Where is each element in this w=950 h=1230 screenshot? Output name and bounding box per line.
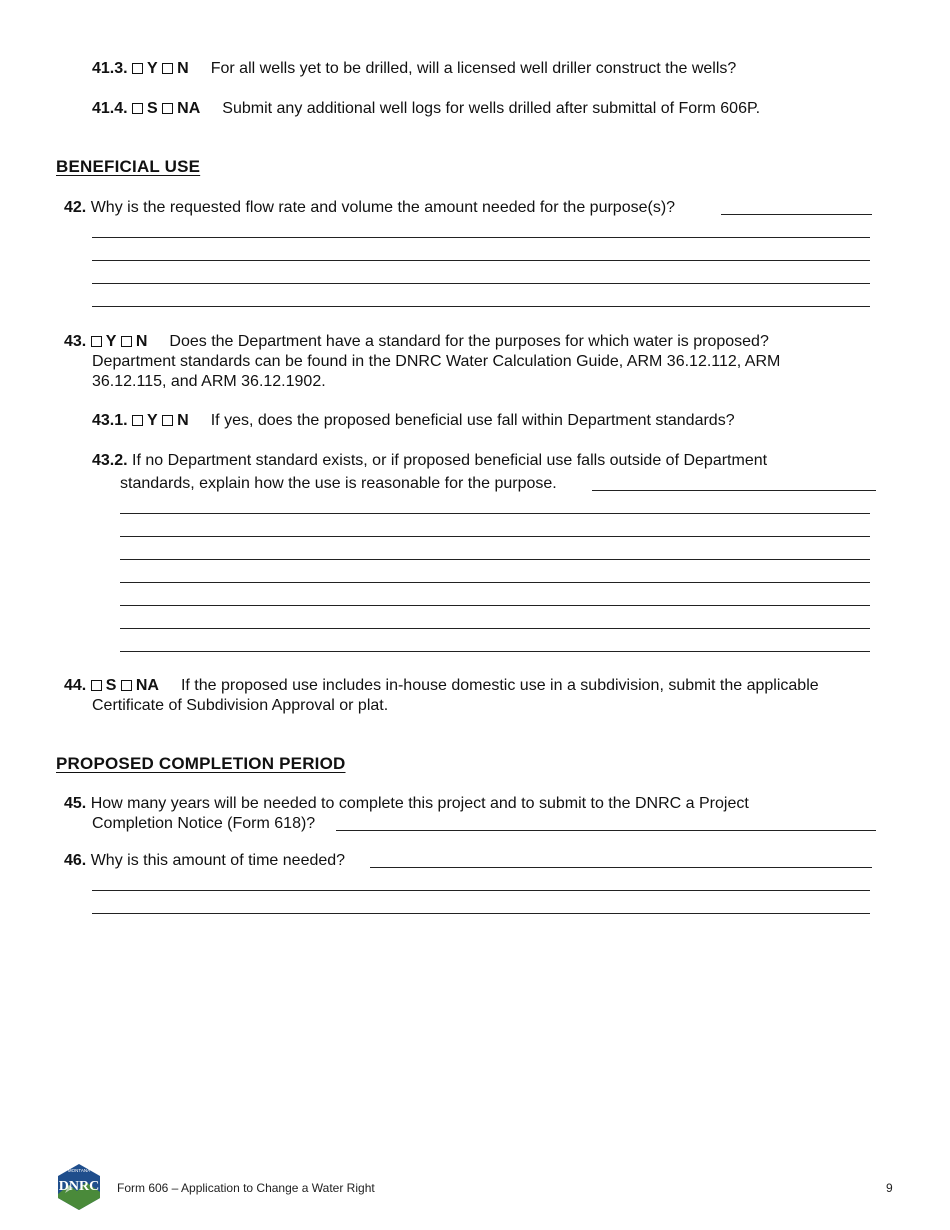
answer-line-42[interactable] [92, 237, 870, 238]
checkbox-yes[interactable] [132, 415, 143, 426]
question-text-line: standards, explain how the use is reasonable for the purpose. [120, 475, 557, 492]
question-text: For all wells yet to be drilled, will a licensed well driller construct the wells? [210, 60, 737, 77]
option-label: S [147, 100, 158, 117]
answer-line-46[interactable] [370, 867, 872, 868]
logo-top-text: MONTANA [67, 1168, 91, 1173]
question-text: How many years will be needed to complete this project and to submit to the DNRC a Project [90, 795, 749, 812]
answer-line-43-2[interactable] [120, 582, 870, 583]
answer-line-46[interactable] [92, 913, 870, 914]
option-label: N [177, 412, 189, 429]
answer-line-43-2[interactable] [120, 559, 870, 560]
option-label: NA [177, 100, 201, 117]
footer-page-number: 9 [886, 1181, 893, 1195]
logo-main-text: DNRC [58, 1179, 100, 1194]
checkbox-no[interactable] [162, 415, 173, 426]
option-label: N [177, 60, 189, 77]
question-42 [64, 198, 675, 218]
question-text: Does the Department have a standard for the purposes for which water is proposed? [169, 333, 769, 350]
question-text: If no Department standard exists, or if proposed beneficial use falls outside of Department [132, 452, 768, 469]
question-text: Submit any additional well logs for wells drilled after submittal of Form 606P. [222, 100, 761, 117]
answer-line-43-2[interactable] [120, 651, 870, 652]
question-number: 42. [64, 199, 87, 216]
question-number: 43. [64, 333, 87, 350]
option-label: Y [147, 412, 158, 429]
answer-line-43-2[interactable] [592, 490, 876, 491]
question-text: Why is the requested flow rate and volume the amount needed for the purpose(s)? [90, 199, 676, 216]
answer-line-43-2[interactable] [120, 605, 870, 606]
question-41-4 [92, 99, 760, 119]
answer-line-42[interactable] [92, 283, 870, 284]
answer-line-43-2[interactable] [120, 536, 870, 537]
checkbox-yes[interactable] [132, 63, 143, 74]
question-43-2 [92, 451, 767, 471]
question-text: If the proposed use includes in-house domestic use in a subdivision, submit the applicable [180, 677, 819, 694]
question-number: 45. [64, 795, 87, 812]
checkbox-no[interactable] [162, 63, 173, 74]
dnrc-logo-icon [55, 1163, 103, 1211]
answer-line-46[interactable] [92, 890, 870, 891]
answer-line-45[interactable] [336, 830, 876, 831]
option-label: Y [147, 60, 158, 77]
checkbox-no[interactable] [121, 336, 132, 347]
checkbox-not-applicable[interactable] [162, 103, 173, 114]
question-text-line: Completion Notice (Form 618)? [92, 815, 316, 832]
dnrc-logo [55, 1163, 103, 1211]
option-label: S [105, 677, 117, 694]
footer-form-title: Form 606 – Application to Change a Water Right [117, 1181, 375, 1195]
question-number: 43.2. [92, 452, 128, 469]
section-heading-beneficial-use: BENEFICIAL USE [56, 157, 201, 176]
question-text-line: Certificate of Subdivision Approval or plat. [92, 697, 389, 714]
question-text-line: Department standards can be found in the DNRC Water Calculation Guide, ARM 36.12.112, ARM [92, 353, 781, 370]
answer-line-42[interactable] [92, 306, 870, 307]
question-number: 44. [64, 677, 87, 694]
answer-line-43-2[interactable] [120, 513, 870, 514]
question-text: Why is this amount of time needed? [90, 852, 346, 869]
question-number: 41.4. [92, 100, 128, 117]
question-44 [64, 676, 819, 696]
question-43 [64, 332, 769, 352]
option-label: N [135, 333, 148, 350]
checkbox-not-applicable[interactable] [121, 680, 132, 691]
question-46 [64, 851, 345, 871]
question-41-3 [92, 59, 736, 79]
checkbox-submitted[interactable] [91, 680, 102, 691]
option-label: NA [135, 677, 159, 694]
checkbox-submitted[interactable] [132, 103, 143, 114]
question-45 [64, 794, 749, 814]
question-number: 43.1. [92, 412, 128, 429]
section-heading-completion-period: PROPOSED COMPLETION PERIOD [56, 754, 346, 773]
answer-line-43-2[interactable] [120, 628, 870, 629]
question-number: 41.3. [92, 60, 128, 77]
answer-line-42[interactable] [92, 260, 870, 261]
question-text: If yes, does the proposed beneficial use fall within Department standards? [210, 412, 735, 429]
option-label: Y [105, 333, 117, 350]
question-43-1 [92, 411, 735, 431]
answer-line-42[interactable] [721, 214, 872, 215]
checkbox-yes[interactable] [91, 336, 102, 347]
question-text-line: 36.12.115, and ARM 36.12.1902. [92, 373, 326, 390]
question-number: 46. [64, 852, 87, 869]
